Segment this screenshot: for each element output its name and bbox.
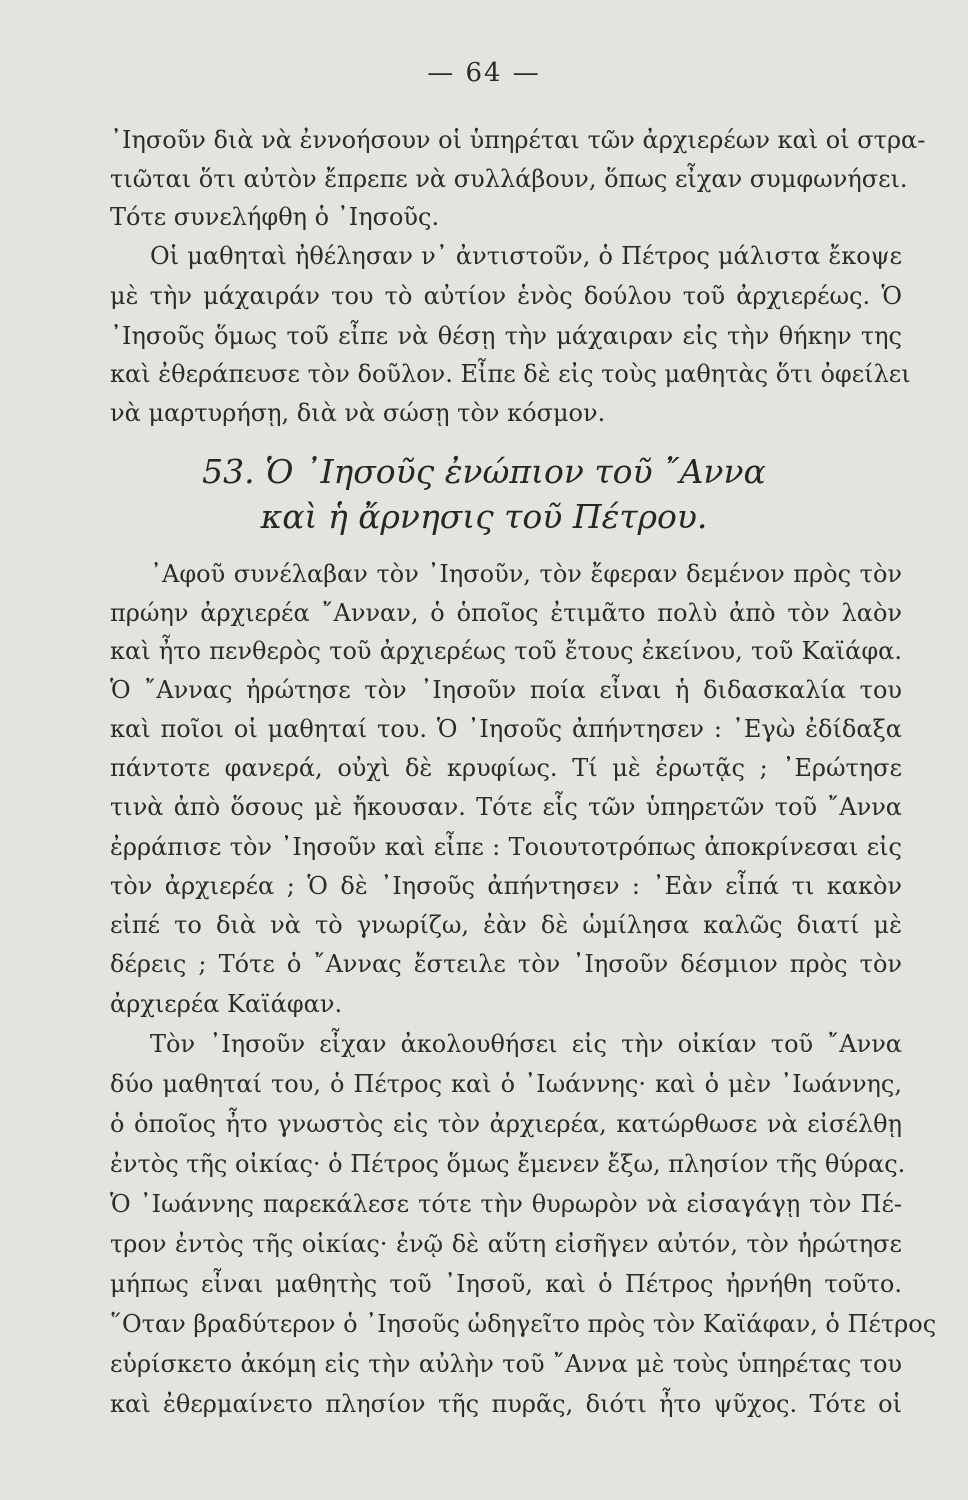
section-subheading: καὶ ἡ ἄρνησις τοῦ Πέτρου. <box>260 497 708 536</box>
text-line: ἐντὸς τῆς οἰκίας· ὁ Πέτρος ὅμως ἔμενεν ἔξω, πλησίον τῆς θύρας. <box>110 1150 906 1178</box>
text-line: πάντοτε φανερά, οὐχὶ δὲ κρυφίως. Τί μὲ ἐρωτᾷς ; ᾿Ερώτησε <box>110 754 902 782</box>
text-line: δέρεις ; Τότε ὁ ῎Αννας ἔστειλε τὸν ᾿Ιησοῦν δέσμιον πρὸς τὸν <box>110 950 902 978</box>
text-line: πρώην ἀρχιερέα ῎Ανναν, ὁ ὁποῖος ἐτιμᾶτο πολὺ ἀπὸ τὸν λαὸν <box>110 599 902 627</box>
text-line: ᾿Αφοῦ συνέλαβαν τὸν ᾿Ιησοῦν, τὸν ἔφεραν δεμένον πρὸς τὸν <box>150 560 902 588</box>
text-line: καὶ ποῖοι οἱ μαθηταί του. Ὁ ᾿Ιησοῦς ἀπήντησεν : ᾿Εγὼ ἐδίδαξα <box>110 715 902 743</box>
page-number: — 64 — <box>427 58 541 88</box>
text-line: τὸν ἀρχιερέα ; Ὁ δὲ ᾿Ιησοῦς ἀπήντησεν : ᾿Εὰν εἶπά τι κακὸν <box>110 872 902 900</box>
section-heading: 53. Ὁ ᾿Ιησοῦς ἐνώπιον τοῦ ῎Αννα <box>202 452 766 491</box>
text-line: Ὁ ᾿Ιωάννης παρεκάλεσε τότε τὴν θυρωρὸν νὰ εἰσαγάγῃ τὸν Πέ- <box>110 1190 902 1218</box>
text-line: ᾿Ιησοῦν διὰ νὰ ἐννοήσουν οἱ ὑπηρέται τῶν ἀρχιερέων καὶ οἱ στρα- <box>110 126 926 154</box>
text-line: Οἱ μαθηταὶ ἠθέλησαν ν᾿ ἀντιστοῦν, ὁ Πέτρος μάλιστα ἔκοψε <box>150 242 902 270</box>
text-line: Τότε συνελήφθη ὁ ᾿Ιησοῦς. <box>110 203 440 231</box>
text-line: ᾿Ιησοῦς ὅμως τοῦ εἶπε νὰ θέσῃ τὴν μάχαιραν εἰς τὴν θήκην της <box>110 322 902 350</box>
text-line: τρον ἐντὸς τῆς οἰκίας· ἐνῷ δὲ αὕτη εἰσῆγεν αὐτόν, τὸν ἠρώτησε <box>110 1230 902 1258</box>
text-line: ἀρχιερέα Καϊάφαν. <box>110 990 343 1018</box>
text-line: Τὸν ᾿Ιησοῦν εἶχαν ἀκολουθήσει εἰς τὴν οἰκίαν τοῦ ῎Αννα <box>150 1030 902 1058</box>
text-line: ἐρράπισε τὸν ᾿Ιησοῦν καὶ εἶπε : Τοιουτοτρόπως ἀποκρίνεσαι εἰς <box>110 833 902 861</box>
text-line: δύο μαθηταί του, ὁ Πέτρος καὶ ὁ ᾿Ιωάννης· καὶ ὁ μὲν ᾿Ιωάννης, <box>110 1070 902 1098</box>
text-line: τινὰ ἀπὸ ὅσους μὲ ἤκουσαν. Τότε εἷς τῶν ὑπηρετῶν τοῦ ῎Αννα <box>110 793 902 821</box>
text-line: μὲ τὴν μάχαιράν του τὸ αὐτίον ἑνὸς δούλου τοῦ ἀρχιερέως. Ὁ <box>110 282 902 310</box>
text-line: τιῶται ὅτι αὐτὸν ἔπρεπε νὰ συλλάβουν, ὅπως εἶχαν συμφωνήσει. <box>110 165 908 193</box>
text-line: καὶ ἐθερμαίνετο πλησίον τῆς πυρᾶς, διότι ἦτο ψῦχος. Τότε οἱ <box>110 1390 902 1418</box>
text-line: μήπως εἶναι μαθητὴς τοῦ ᾿Ιησοῦ, καὶ ὁ Πέτρος ἠρνήθη τοῦτο. <box>110 1270 902 1298</box>
text-line: καὶ ἐθεράπευσε τὸν δοῦλον. Εἶπε δὲ εἰς τοὺς μαθητὰς ὅτι ὀφείλει <box>110 360 911 388</box>
text-line: ῞Οταν βραδύτερον ὁ ᾿Ιησοῦς ὡδηγεῖτο πρὸς τὸν Καϊάφαν, ὁ Πέτρος <box>110 1310 937 1338</box>
text-line: νὰ μαρτυρήσῃ, διὰ νὰ σώσῃ τὸν κόσμον. <box>110 399 606 427</box>
text-line: ὁ ὁποῖος ἦτο γνωστὸς εἰς τὸν ἀρχιερέα, κατώρθωσε νὰ εἰσέλθῃ <box>110 1110 902 1138</box>
text-line: Ὁ ῎Αννας ἠρώτησε τὸν ᾿Ιησοῦν ποία εἶναι ἡ διδασκαλία του <box>110 676 902 704</box>
text-line: εἰπέ το διὰ νὰ τὸ γνωρίζω, ἐὰν δὲ ὡμίλησα καλῶς διατί μὲ <box>110 911 902 939</box>
text-line: εὑρίσκετο ἀκόμη εἰς τὴν αὐλὴν τοῦ ῎Αννα μὲ τοὺς ὑπηρέτας του <box>110 1350 902 1378</box>
text-line: καὶ ἦτο πενθερὸς τοῦ ἀρχιερέως τοῦ ἔτους ἐκείνου, τοῦ Καϊάφα. <box>110 637 902 665</box>
